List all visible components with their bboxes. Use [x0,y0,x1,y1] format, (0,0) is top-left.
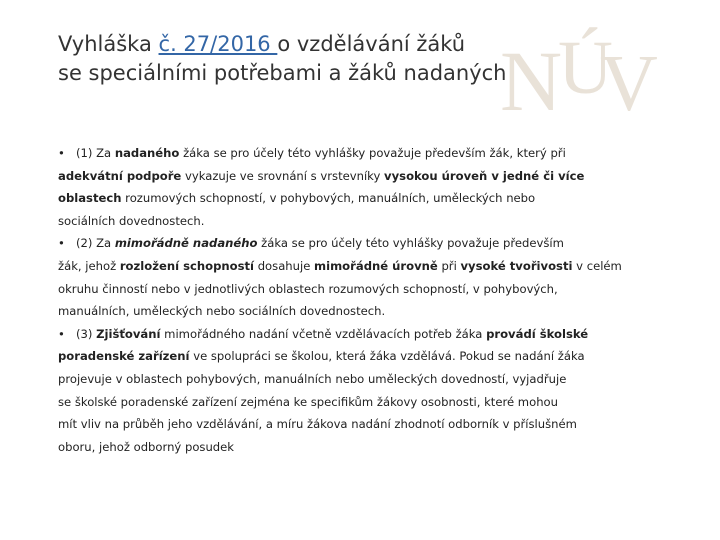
p2-text: (2) Za [76,236,115,251]
bullet-2: • [58,236,65,251]
p1-text: žáka se pro účely této vyhlášky považuje především žák, který při [179,146,566,160]
p1-text: sociálních dovednostech. [58,213,205,228]
p3-text: se školské poradenské zařízení zejména ke specifikům žákovy osobnosti, které mohou [58,394,558,409]
title-suffix: o vzdělávání žáků [277,32,466,56]
p2-bold-term: vysoké tvořivosti [460,258,573,273]
p1-bold-term: oblastech [58,191,122,206]
p3-text: oboru, jehož odborný posudek [58,439,235,454]
p1-bold-term: nadaného [114,146,180,160]
p3-bold-term: Zjišťování [96,326,161,341]
p2-text: žák, jehož [58,258,120,273]
p2-bold-term: rozložení schopností [119,258,255,273]
p3-text: (3) [76,326,97,341]
paragraph-2 [58,232,648,322]
p1-bold-term: adekvátní podpoře [58,168,182,183]
logo-letter-n: N [500,33,563,129]
p2-text: dosahuje [254,258,315,273]
p3-text: projevuje v oblastech pohybových, manuálních nebo uměleckých dovedností, vyjadřuje [58,371,567,386]
p2-bold-italic-term: mimořádně nadaného [114,236,258,251]
p3-text: mimořádného nadání včetně vzdělávacích potřeb žáka [160,326,487,341]
p2-text: žáka se pro účely této vyhlášky považuje především [257,236,564,251]
p2-bold-term: mimořádné úrovně [314,258,438,273]
body-text [58,142,648,458]
p1-bold-term: vysokou úroveň v jedné či více [384,168,585,183]
p1-text: rozumových schopností, v pohybových, manuálních, uměleckých nebo [121,191,536,206]
p2-text: manuálních, uměleckých nebo sociálních dovednostech. [58,304,386,319]
p3-bold-term: poradenské zařízení [58,349,190,364]
title-line-2: se speciálními potřebami a žáků nadaných [58,61,507,85]
logo-letter-u: Ú [558,26,613,110]
p1-text: (1) Za [76,146,115,160]
p2-text: při [437,258,461,273]
p3-text: mít vliv na průběh jeho vzdělávání, a míru žákova nadání zhodnotí odborník v příslušném [58,417,577,432]
p3-text: ve spolupráci se školou, která žáka vzdělává. Pokud se nadání žáka [189,349,585,364]
slide-title [58,30,528,88]
p2-text: okruhu činností nebo v jednotlivých oblastech rozumových schopností, v pohybových, [58,281,558,296]
title-prefix: Vyhláška [58,32,159,56]
decree-link[interactable]: č. 27/2016 [158,32,278,56]
p3-bold-term: provádí školské [486,326,589,341]
paragraph-3 [58,323,648,459]
p1-text: vykazuje ve srovnání s vrstevníky [181,168,385,183]
bullet-1: • [58,146,65,160]
bullet-3: • [58,326,65,341]
paragraph-1 [58,142,648,232]
logo-letter-v: V [600,40,658,128]
p2-text: v celém [572,258,622,273]
